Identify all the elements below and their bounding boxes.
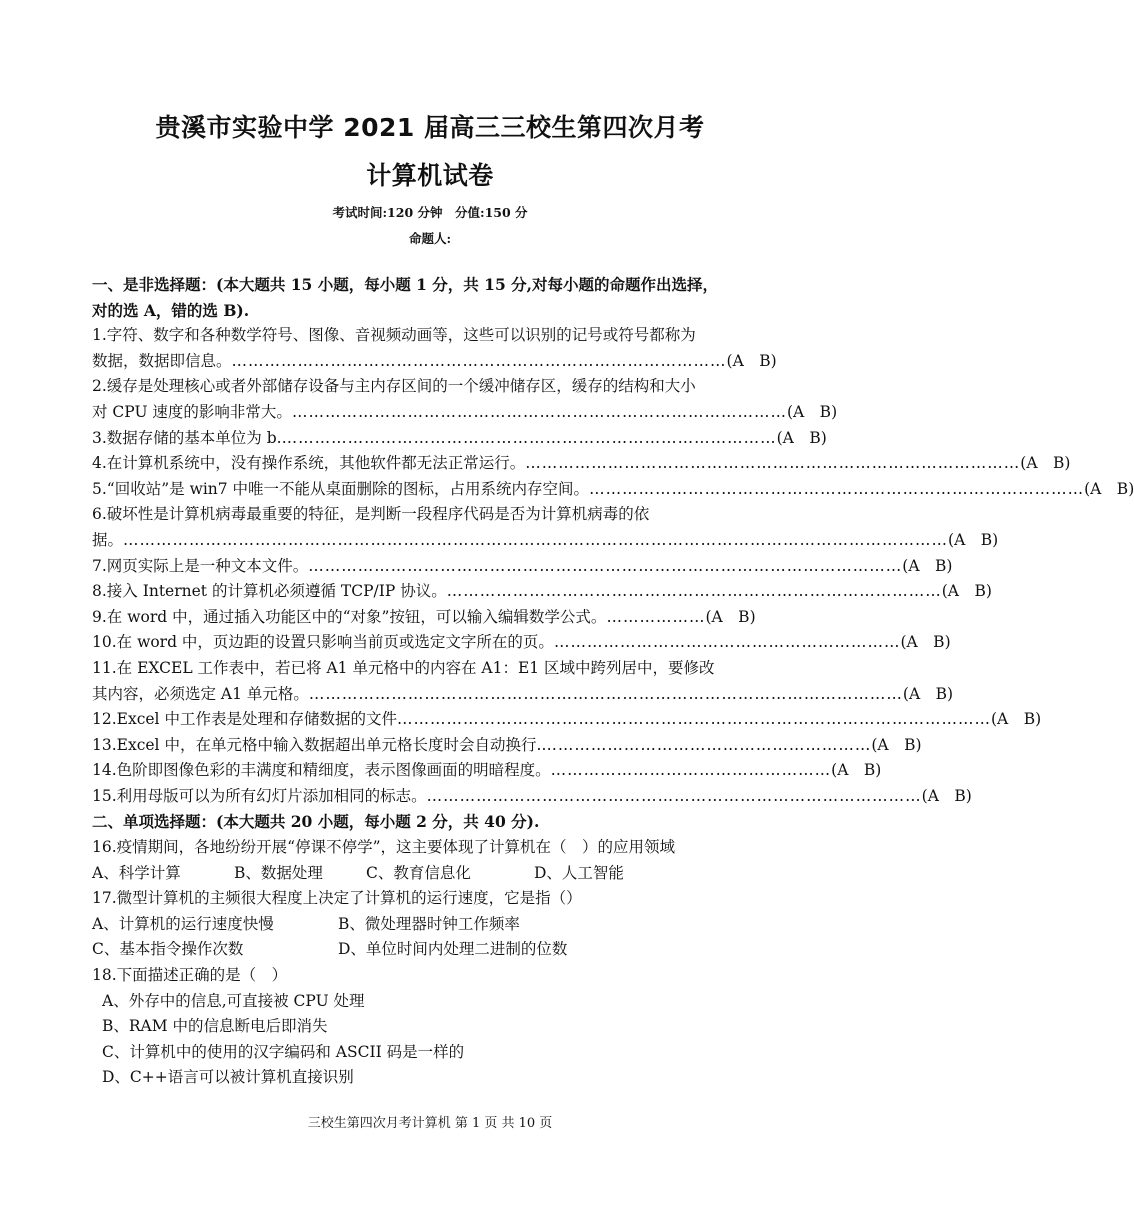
q6-answer-mark: (A B): [948, 530, 999, 549]
q14-line: [92, 758, 882, 784]
q9-answer-mark: (A B): [705, 607, 756, 626]
section1-heading-line1: 一、是非选择题：(本大题共 15 小题，每小题 1 分，共 15 分,对每小题的命题作出选择，: [92, 275, 719, 294]
dot-leader: ………………………………………………………………………………: [426, 786, 922, 805]
exam-author: 命题人:: [408, 231, 452, 246]
q8-answer-mark: (A B): [941, 582, 992, 601]
q15-text: 15.利用母版可以为所有幻灯片添加相同的标志。: [92, 786, 427, 805]
q7-text: 7.网页实际上是一种文本文件。: [92, 556, 309, 575]
dot-leader: ………………………………………………………………………………………………: [308, 556, 903, 575]
dot-leader: ………………………………………………………………………………………………: [308, 684, 903, 703]
q14-answer-mark: (A B): [831, 761, 882, 780]
q6-line2: [92, 528, 999, 554]
q9-text: 9.在 word 中，通过插入功能区中的“对象”按钮，可以输入编辑数学公式。: [92, 607, 607, 626]
q17-option-b: B、微处理器时钟工作频率: [338, 914, 520, 933]
exam-title-line2: 计算机试卷: [366, 161, 494, 190]
q16-option-b: B、数据处理: [234, 863, 323, 882]
q15-answer-mark: (A B): [921, 786, 972, 805]
dot-leader: ……………………………………………………………………………………………………………………………………: [123, 530, 949, 549]
q11-line1: 11.在 EXCEL 工作表中，若已将 A1 单元格中的内容在 A1：E1 区域中跨列居中，要修改: [92, 658, 715, 677]
section2-heading: 二、单项选择题：(本大题共 20 小题，每小题 2 分，共 40 分).: [92, 812, 540, 832]
q16-options: [92, 861, 770, 887]
q18-option-c: C、计算机中的使用的汉字编码和 ASCII 码是一样的: [102, 1042, 465, 1061]
q1-line2: [92, 349, 777, 375]
exam-body: [92, 272, 1134, 1091]
q1-line1: 1.字符、数字和各种数学符号、图像、音视频动画等，这些可以识别的记号或符号都称为: [92, 326, 696, 345]
q18-stem: 18.下面描述正确的是（ ）: [92, 966, 288, 985]
q17-options-row1: [92, 912, 770, 938]
q12-answer-mark: (A B): [990, 710, 1042, 729]
q6-text: 据。: [92, 530, 124, 549]
q10-line: [92, 630, 951, 656]
q17-options-row2: [92, 937, 770, 963]
q2-line1: 2.缓存是处理核心或者外部储存设备与主内存区间的一个缓冲储存区，缓存的结构和大小: [92, 377, 696, 396]
q3-text: 3.数据存储的基本单位为 b.: [92, 428, 282, 447]
q5-line: [92, 477, 1134, 503]
dot-leader: ………………………………………………………………………………: [281, 428, 777, 447]
q8-line: [92, 579, 992, 605]
q7-line: [92, 554, 953, 580]
dot-leader: ……………………………………………: [550, 761, 832, 780]
q13-line: [92, 733, 922, 759]
dot-leader: ………………………………………………………………………………: [291, 402, 787, 421]
q3-answer-mark: (A B): [776, 428, 827, 447]
dot-leader: ………………………………………………………………………………: [589, 479, 1085, 498]
exam-info: 考试时间:120 分钟 分值:150 分: [332, 205, 528, 220]
q12-line: [92, 707, 1042, 733]
dot-leader: ………………………………………………………………………………………………: [396, 710, 991, 729]
q2-answer-mark: (A B): [786, 402, 838, 421]
q16-option-c: C、教育信息化: [366, 863, 471, 882]
q1-text: 数据，数据即信息。: [92, 351, 232, 370]
q15-line: [92, 784, 972, 810]
dot-leader: ……………………………………………………: [541, 735, 872, 754]
q14-text: 14.色阶即图像色彩的丰满度和精细度，表示图像画面的明暗程度。: [92, 761, 551, 780]
q4-text: 4.在计算机系统中，没有操作系统，其他软件都无法正常运行。: [92, 454, 526, 473]
q2-text: 对 CPU 速度的影响非常大。: [92, 402, 292, 421]
dot-leader: ………………………………………………………………………………: [231, 351, 727, 370]
q1-answer-mark: (A B): [726, 351, 777, 370]
q16-option-a: A、科学计算: [92, 863, 181, 882]
q16-stem: 16.疫情期间，各地纷纷开展“停课不停学”，这主要体现了计算机在（ ）的应用领域: [92, 838, 676, 857]
q12-text: 12.Excel 中工作表是处理和存储数据的文件: [92, 710, 397, 729]
q10-text: 10.在 word 中，页边距的设置只影响当前页或选定文字所在的页。: [92, 633, 554, 652]
dot-leader: ………………………………………………………: [553, 633, 901, 652]
q5-answer-mark: (A B): [1084, 479, 1134, 498]
page-footer: 三校生第四次月考计算机 第 1 页 共 10 页: [307, 1116, 553, 1131]
q17-option-c: C、基本指令操作次数: [92, 940, 244, 959]
q18-option-d: D、C++语言可以被计算机直接识别: [102, 1068, 354, 1087]
q17-option-a: A、计算机的运行速度快慢: [92, 914, 274, 933]
q9-line: [92, 605, 756, 631]
exam-title-line1: 贵溪市实验中学 2021 届高三三校生第四次月考: [155, 113, 705, 142]
q11-answer-mark: (A B): [902, 684, 954, 703]
q5-text: 5.“回收站”是 win7 中唯一不能从桌面删除的图标，占用系统内存空间。: [92, 479, 590, 498]
q8-text: 8.接入 Internet 的计算机必须遵循 TCP/IP 协议。: [92, 582, 447, 601]
q3-line: [92, 426, 827, 452]
dot-leader: ………………: [606, 607, 706, 626]
q2-line2: [92, 400, 838, 426]
q7-answer-mark: (A B): [902, 556, 953, 575]
section1-heading-line2: 对的选 A，错的选 B).: [92, 300, 250, 320]
q16-option-d: D、人工智能: [534, 863, 624, 882]
q13-text: 13.Excel 中，在单元格中输入数据超出单元格长度时会自动换行.: [92, 735, 542, 754]
q11-text: 其内容，必须选定 A1 单元格。: [92, 684, 309, 703]
dot-leader: ………………………………………………………………………………: [525, 454, 1021, 473]
q4-line: [92, 451, 1071, 477]
q18-option-a: A、外存中的信息,可直接被 CPU 处理: [102, 991, 365, 1010]
q4-answer-mark: (A B): [1020, 454, 1071, 473]
q13-answer-mark: (A B): [871, 735, 922, 754]
q6-line1: 6.破坏性是计算机病毒最重要的特征，是判断一段程序代码是否为计算机病毒的依: [92, 505, 650, 524]
q17-stem: 17.微型计算机的主频很大程度上决定了计算机的运行速度，它是指（）: [92, 889, 582, 908]
q10-answer-mark: (A B): [900, 633, 951, 652]
q18-option-b: B、RAM 中的信息断电后即消失: [102, 1017, 328, 1036]
q11-line2: [92, 682, 954, 708]
q17-option-d: D、单位时间内处理二进制的位数: [338, 940, 568, 959]
dot-leader: ………………………………………………………………………………: [446, 582, 942, 601]
